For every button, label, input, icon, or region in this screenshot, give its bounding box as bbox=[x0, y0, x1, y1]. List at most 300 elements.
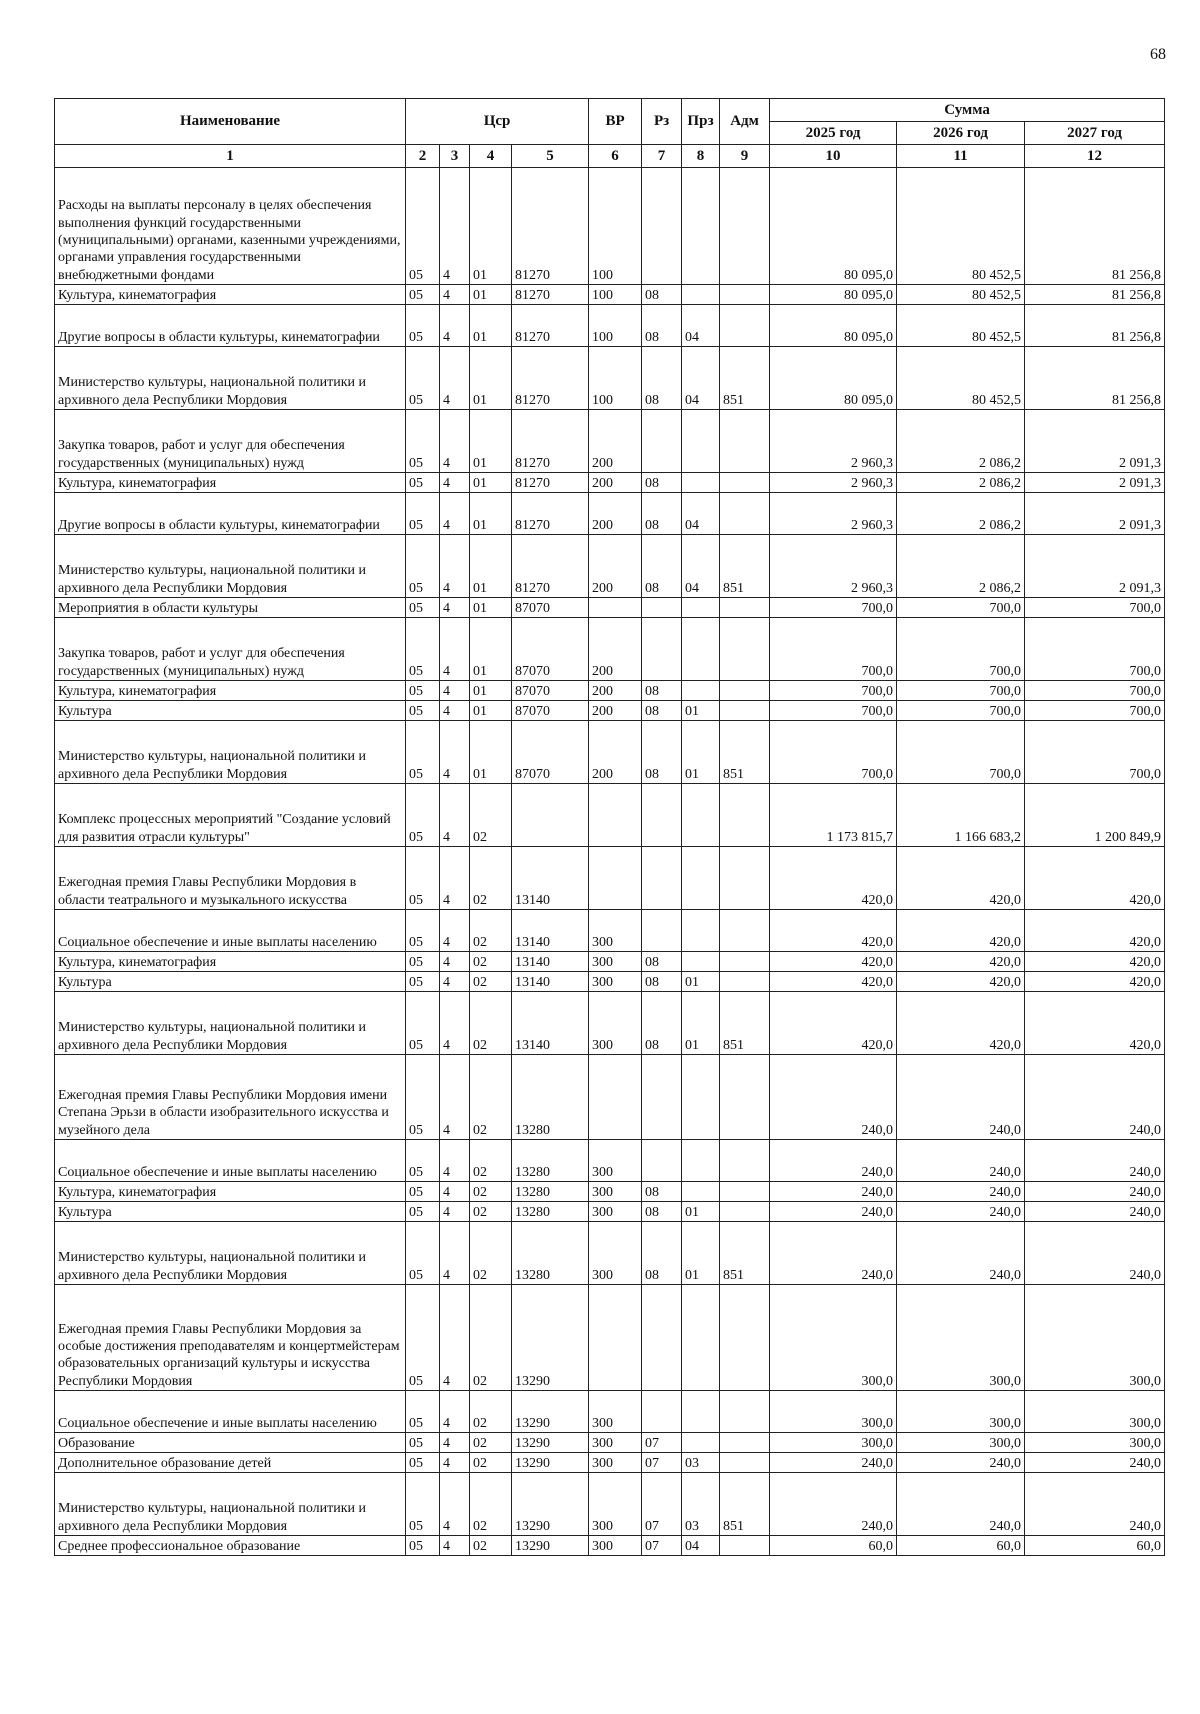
code-rz bbox=[642, 1140, 682, 1182]
code-c2: 05 bbox=[406, 493, 440, 535]
amount-2025: 420,0 bbox=[770, 992, 897, 1055]
amount-2026: 240,0 bbox=[897, 1140, 1025, 1182]
code-rz: 08 bbox=[642, 1202, 682, 1222]
code-prz bbox=[682, 952, 720, 972]
code-rz: 07 bbox=[642, 1536, 682, 1556]
code-adm bbox=[720, 952, 770, 972]
amount-2025: 420,0 bbox=[770, 910, 897, 952]
code-rz bbox=[642, 784, 682, 847]
amount-2025: 240,0 bbox=[770, 1055, 897, 1140]
code-prz bbox=[682, 410, 720, 473]
row-name: Культура, кинематография bbox=[55, 285, 406, 305]
column-number-row bbox=[55, 145, 1165, 168]
amount-2025: 240,0 bbox=[770, 1222, 897, 1285]
code-c3: 4 bbox=[440, 347, 470, 410]
amount-2025: 80 095,0 bbox=[770, 285, 897, 305]
amount-2027: 240,0 bbox=[1025, 1473, 1165, 1536]
row-name: Культура, кинематография bbox=[55, 1182, 406, 1202]
amount-2026: 420,0 bbox=[897, 952, 1025, 972]
col-number: 3 bbox=[440, 145, 470, 168]
code-c5: 13280 bbox=[512, 1055, 589, 1140]
header-adm: Адм bbox=[720, 99, 770, 145]
code-c2: 05 bbox=[406, 1285, 440, 1391]
code-vr: 200 bbox=[589, 618, 642, 681]
code-prz: 03 bbox=[682, 1473, 720, 1536]
amount-2026: 240,0 bbox=[897, 1473, 1025, 1536]
code-c2: 05 bbox=[406, 1473, 440, 1536]
code-c4: 02 bbox=[470, 1055, 512, 1140]
code-c2: 05 bbox=[406, 618, 440, 681]
code-c3: 4 bbox=[440, 305, 470, 347]
amount-2027: 300,0 bbox=[1025, 1391, 1165, 1433]
code-c4: 01 bbox=[470, 701, 512, 721]
code-c4: 02 bbox=[470, 1473, 512, 1536]
code-c5: 13280 bbox=[512, 1202, 589, 1222]
code-prz: 01 bbox=[682, 701, 720, 721]
code-c3: 4 bbox=[440, 1285, 470, 1391]
code-c5: 81270 bbox=[512, 493, 589, 535]
code-c4: 01 bbox=[470, 493, 512, 535]
code-vr: 200 bbox=[589, 721, 642, 784]
code-c4: 01 bbox=[470, 285, 512, 305]
code-rz: 08 bbox=[642, 681, 682, 701]
header-rz: Рз bbox=[642, 99, 682, 145]
table-body bbox=[55, 168, 1165, 1556]
code-c5: 13290 bbox=[512, 1473, 589, 1536]
code-c3: 4 bbox=[440, 992, 470, 1055]
amount-2027: 420,0 bbox=[1025, 910, 1165, 952]
amount-2025: 300,0 bbox=[770, 1433, 897, 1453]
code-rz: 08 bbox=[642, 952, 682, 972]
code-c4: 02 bbox=[470, 952, 512, 972]
code-rz: 08 bbox=[642, 972, 682, 992]
amount-2027: 420,0 bbox=[1025, 992, 1165, 1055]
code-adm: 851 bbox=[720, 347, 770, 410]
table-row bbox=[55, 598, 1165, 618]
code-c3: 4 bbox=[440, 410, 470, 473]
amount-2025: 80 095,0 bbox=[770, 347, 897, 410]
table-row bbox=[55, 910, 1165, 952]
code-rz: 08 bbox=[642, 1222, 682, 1285]
code-c2: 05 bbox=[406, 598, 440, 618]
amount-2026: 240,0 bbox=[897, 1202, 1025, 1222]
code-c3: 4 bbox=[440, 784, 470, 847]
table-row bbox=[55, 1140, 1165, 1182]
table-row bbox=[55, 1055, 1165, 1140]
table-row bbox=[55, 410, 1165, 473]
code-rz: 08 bbox=[642, 721, 682, 784]
code-c5: 81270 bbox=[512, 410, 589, 473]
table-row bbox=[55, 992, 1165, 1055]
code-c2: 05 bbox=[406, 1182, 440, 1202]
row-name: Социальное обеспечение и иные выплаты населению bbox=[55, 910, 406, 952]
code-rz bbox=[642, 168, 682, 285]
row-name: Культура bbox=[55, 701, 406, 721]
code-c5: 13290 bbox=[512, 1536, 589, 1556]
code-c4: 01 bbox=[470, 305, 512, 347]
code-c4: 02 bbox=[470, 1202, 512, 1222]
code-c5: 13280 bbox=[512, 1182, 589, 1202]
code-c3: 4 bbox=[440, 168, 470, 285]
row-name: Дополнительное образование детей bbox=[55, 1453, 406, 1473]
amount-2027: 700,0 bbox=[1025, 618, 1165, 681]
table-row bbox=[55, 952, 1165, 972]
table-row bbox=[55, 1473, 1165, 1536]
table-row bbox=[55, 847, 1165, 910]
code-adm bbox=[720, 972, 770, 992]
code-c2: 05 bbox=[406, 701, 440, 721]
code-adm: 851 bbox=[720, 992, 770, 1055]
amount-2026: 700,0 bbox=[897, 681, 1025, 701]
amount-2026: 1 166 683,2 bbox=[897, 784, 1025, 847]
amount-2026: 2 086,2 bbox=[897, 473, 1025, 493]
amount-2026: 420,0 bbox=[897, 992, 1025, 1055]
code-vr: 300 bbox=[589, 1473, 642, 1536]
code-prz: 01 bbox=[682, 1202, 720, 1222]
code-c2: 05 bbox=[406, 1140, 440, 1182]
code-c5: 81270 bbox=[512, 347, 589, 410]
amount-2026: 300,0 bbox=[897, 1391, 1025, 1433]
amount-2027: 81 256,8 bbox=[1025, 168, 1165, 285]
table-row bbox=[55, 681, 1165, 701]
amount-2026: 80 452,5 bbox=[897, 168, 1025, 285]
code-prz bbox=[682, 847, 720, 910]
code-vr bbox=[589, 847, 642, 910]
code-rz: 08 bbox=[642, 347, 682, 410]
amount-2027: 81 256,8 bbox=[1025, 305, 1165, 347]
code-prz bbox=[682, 1140, 720, 1182]
amount-2025: 300,0 bbox=[770, 1391, 897, 1433]
row-name: Ежегодная премия Главы Республики Мордовия за особые достижения преподавателям и концертмейстерам образовательных организаций культуры и искусства Республики Мордовия bbox=[55, 1285, 406, 1391]
code-c5: 13140 bbox=[512, 910, 589, 952]
code-rz: 08 bbox=[642, 992, 682, 1055]
amount-2027: 300,0 bbox=[1025, 1285, 1165, 1391]
amount-2025: 80 095,0 bbox=[770, 305, 897, 347]
code-prz: 04 bbox=[682, 535, 720, 598]
code-rz: 08 bbox=[642, 1182, 682, 1202]
amount-2027: 81 256,8 bbox=[1025, 347, 1165, 410]
row-name: Министерство культуры, национальной политики и архивного дела Республики Мордовия bbox=[55, 535, 406, 598]
code-rz: 07 bbox=[642, 1473, 682, 1536]
code-adm bbox=[720, 168, 770, 285]
col-number: 7 bbox=[642, 145, 682, 168]
code-c3: 4 bbox=[440, 1140, 470, 1182]
code-adm bbox=[720, 1182, 770, 1202]
code-c5: 81270 bbox=[512, 285, 589, 305]
amount-2027: 240,0 bbox=[1025, 1202, 1165, 1222]
code-c2: 05 bbox=[406, 410, 440, 473]
code-c4: 02 bbox=[470, 910, 512, 952]
code-prz bbox=[682, 598, 720, 618]
amount-2026: 420,0 bbox=[897, 910, 1025, 952]
amount-2026: 2 086,2 bbox=[897, 410, 1025, 473]
code-rz bbox=[642, 1285, 682, 1391]
row-name: Министерство культуры, национальной политики и архивного дела Республики Мордовия bbox=[55, 347, 406, 410]
header-year-2027: 2027 год bbox=[1025, 122, 1165, 145]
code-c3: 4 bbox=[440, 1536, 470, 1556]
code-adm bbox=[720, 847, 770, 910]
col-number: 4 bbox=[470, 145, 512, 168]
code-rz: 08 bbox=[642, 285, 682, 305]
row-name: Культура bbox=[55, 972, 406, 992]
code-c2: 05 bbox=[406, 1222, 440, 1285]
col-number: 9 bbox=[720, 145, 770, 168]
amount-2025: 2 960,3 bbox=[770, 473, 897, 493]
amount-2026: 700,0 bbox=[897, 618, 1025, 681]
row-name: Закупка товаров, работ и услуг для обеспечения государственных (муниципальных) нужд bbox=[55, 410, 406, 473]
code-c4: 02 bbox=[470, 784, 512, 847]
amount-2027: 60,0 bbox=[1025, 1536, 1165, 1556]
code-c2: 05 bbox=[406, 1433, 440, 1453]
table-row bbox=[55, 1285, 1165, 1391]
amount-2025: 240,0 bbox=[770, 1473, 897, 1536]
code-adm bbox=[720, 473, 770, 493]
code-adm: 851 bbox=[720, 1222, 770, 1285]
code-adm bbox=[720, 493, 770, 535]
code-c3: 4 bbox=[440, 493, 470, 535]
code-rz: 07 bbox=[642, 1433, 682, 1453]
code-vr: 300 bbox=[589, 1202, 642, 1222]
table-row bbox=[55, 535, 1165, 598]
table-row bbox=[55, 721, 1165, 784]
code-c4: 01 bbox=[470, 618, 512, 681]
code-c2: 05 bbox=[406, 972, 440, 992]
code-c5: 81270 bbox=[512, 473, 589, 493]
code-c5: 87070 bbox=[512, 721, 589, 784]
code-prz bbox=[682, 1182, 720, 1202]
code-adm bbox=[720, 285, 770, 305]
code-prz bbox=[682, 1055, 720, 1140]
amount-2027: 2 091,3 bbox=[1025, 535, 1165, 598]
code-rz bbox=[642, 618, 682, 681]
code-c5: 87070 bbox=[512, 598, 589, 618]
code-vr: 100 bbox=[589, 168, 642, 285]
code-c3: 4 bbox=[440, 681, 470, 701]
amount-2025: 2 960,3 bbox=[770, 410, 897, 473]
table-row bbox=[55, 1433, 1165, 1453]
amount-2026: 240,0 bbox=[897, 1453, 1025, 1473]
code-prz: 04 bbox=[682, 1536, 720, 1556]
row-name: Ежегодная премия Главы Республики Мордовия в области театрального и музыкального искусства bbox=[55, 847, 406, 910]
amount-2025: 420,0 bbox=[770, 972, 897, 992]
table-row bbox=[55, 784, 1165, 847]
row-name: Расходы на выплаты персоналу в целях обеспечения выполнения функций государственными (муниципальными) органами, казенными учреждениями, органами управления государственными внебюджетными фондами bbox=[55, 168, 406, 285]
code-vr bbox=[589, 598, 642, 618]
code-c5: 13290 bbox=[512, 1285, 589, 1391]
code-c5 bbox=[512, 784, 589, 847]
amount-2025: 240,0 bbox=[770, 1182, 897, 1202]
amount-2027: 700,0 bbox=[1025, 681, 1165, 701]
code-c4: 02 bbox=[470, 1453, 512, 1473]
code-c2: 05 bbox=[406, 992, 440, 1055]
code-c3: 4 bbox=[440, 598, 470, 618]
code-prz bbox=[682, 1391, 720, 1433]
amount-2027: 700,0 bbox=[1025, 701, 1165, 721]
code-c5: 13140 bbox=[512, 992, 589, 1055]
header-year-2026: 2026 год bbox=[897, 122, 1025, 145]
code-vr: 300 bbox=[589, 952, 642, 972]
header-sum: Сумма bbox=[770, 99, 1165, 122]
code-vr bbox=[589, 784, 642, 847]
code-adm bbox=[720, 598, 770, 618]
code-c3: 4 bbox=[440, 847, 470, 910]
code-prz bbox=[682, 473, 720, 493]
table-row bbox=[55, 473, 1165, 493]
code-rz: 08 bbox=[642, 493, 682, 535]
code-c5: 13280 bbox=[512, 1222, 589, 1285]
row-name: Образование bbox=[55, 1433, 406, 1453]
amount-2025: 240,0 bbox=[770, 1202, 897, 1222]
col-number: 2 bbox=[406, 145, 440, 168]
code-vr bbox=[589, 1055, 642, 1140]
code-c3: 4 bbox=[440, 952, 470, 972]
code-c2: 05 bbox=[406, 910, 440, 952]
code-c5: 13290 bbox=[512, 1391, 589, 1433]
code-c3: 4 bbox=[440, 285, 470, 305]
code-vr: 100 bbox=[589, 305, 642, 347]
code-vr: 300 bbox=[589, 1391, 642, 1433]
code-rz bbox=[642, 910, 682, 952]
code-c5: 13290 bbox=[512, 1453, 589, 1473]
row-name: Культура bbox=[55, 1202, 406, 1222]
row-name: Культура, кинематография bbox=[55, 952, 406, 972]
code-vr: 300 bbox=[589, 1222, 642, 1285]
amount-2025: 420,0 bbox=[770, 952, 897, 972]
table-row bbox=[55, 618, 1165, 681]
code-adm bbox=[720, 681, 770, 701]
code-rz bbox=[642, 1391, 682, 1433]
amount-2026: 80 452,5 bbox=[897, 285, 1025, 305]
amount-2025: 700,0 bbox=[770, 618, 897, 681]
table-row bbox=[55, 285, 1165, 305]
code-rz: 08 bbox=[642, 305, 682, 347]
code-c3: 4 bbox=[440, 1202, 470, 1222]
code-vr: 300 bbox=[589, 910, 642, 952]
code-c2: 05 bbox=[406, 1202, 440, 1222]
code-c2: 05 bbox=[406, 1536, 440, 1556]
code-adm bbox=[720, 1391, 770, 1433]
amount-2027: 240,0 bbox=[1025, 1222, 1165, 1285]
code-c5: 81270 bbox=[512, 168, 589, 285]
table-row bbox=[55, 1453, 1165, 1473]
code-c4: 01 bbox=[470, 410, 512, 473]
amount-2025: 80 095,0 bbox=[770, 168, 897, 285]
code-c2: 05 bbox=[406, 473, 440, 493]
code-vr: 300 bbox=[589, 1536, 642, 1556]
col-number: 11 bbox=[897, 145, 1025, 168]
amount-2027: 2 091,3 bbox=[1025, 473, 1165, 493]
code-vr: 100 bbox=[589, 347, 642, 410]
code-c2: 05 bbox=[406, 305, 440, 347]
code-vr: 200 bbox=[589, 681, 642, 701]
amount-2026: 60,0 bbox=[897, 1536, 1025, 1556]
table-row bbox=[55, 347, 1165, 410]
code-adm bbox=[720, 1285, 770, 1391]
col-number: 5 bbox=[512, 145, 589, 168]
code-c4: 02 bbox=[470, 1391, 512, 1433]
code-rz: 08 bbox=[642, 473, 682, 493]
code-prz bbox=[682, 910, 720, 952]
code-adm bbox=[720, 1055, 770, 1140]
amount-2025: 700,0 bbox=[770, 681, 897, 701]
code-c4: 01 bbox=[470, 598, 512, 618]
row-name: Министерство культуры, национальной политики и архивного дела Республики Мордовия bbox=[55, 721, 406, 784]
table-row bbox=[55, 1391, 1165, 1433]
amount-2026: 300,0 bbox=[897, 1433, 1025, 1453]
code-c4: 02 bbox=[470, 1433, 512, 1453]
amount-2026: 420,0 bbox=[897, 847, 1025, 910]
code-c4: 01 bbox=[470, 535, 512, 598]
code-c2: 05 bbox=[406, 681, 440, 701]
code-vr: 200 bbox=[589, 701, 642, 721]
amount-2025: 2 960,3 bbox=[770, 493, 897, 535]
amount-2026: 80 452,5 bbox=[897, 305, 1025, 347]
code-prz bbox=[682, 1433, 720, 1453]
code-prz bbox=[682, 784, 720, 847]
code-c3: 4 bbox=[440, 618, 470, 681]
code-c3: 4 bbox=[440, 535, 470, 598]
code-vr: 200 bbox=[589, 535, 642, 598]
code-adm: 851 bbox=[720, 535, 770, 598]
code-c4: 02 bbox=[470, 972, 512, 992]
code-c3: 4 bbox=[440, 910, 470, 952]
amount-2027: 420,0 bbox=[1025, 952, 1165, 972]
amount-2025: 700,0 bbox=[770, 701, 897, 721]
code-c3: 4 bbox=[440, 473, 470, 493]
table-row bbox=[55, 701, 1165, 721]
amount-2025: 60,0 bbox=[770, 1536, 897, 1556]
code-rz bbox=[642, 598, 682, 618]
table-row bbox=[55, 305, 1165, 347]
amount-2025: 300,0 bbox=[770, 1285, 897, 1391]
row-name: Социальное обеспечение и иные выплаты населению bbox=[55, 1391, 406, 1433]
code-vr: 300 bbox=[589, 992, 642, 1055]
amount-2026: 700,0 bbox=[897, 598, 1025, 618]
code-prz: 01 bbox=[682, 992, 720, 1055]
header-csr: Цср bbox=[406, 99, 589, 145]
code-vr: 200 bbox=[589, 410, 642, 473]
budget-table bbox=[54, 98, 1165, 1556]
amount-2027: 240,0 bbox=[1025, 1453, 1165, 1473]
amount-2025: 700,0 bbox=[770, 598, 897, 618]
row-name: Культура, кинематография bbox=[55, 473, 406, 493]
amount-2027: 700,0 bbox=[1025, 721, 1165, 784]
code-c5: 13140 bbox=[512, 847, 589, 910]
amount-2026: 300,0 bbox=[897, 1285, 1025, 1391]
amount-2026: 240,0 bbox=[897, 1222, 1025, 1285]
col-number: 12 bbox=[1025, 145, 1165, 168]
code-vr: 300 bbox=[589, 972, 642, 992]
code-prz: 01 bbox=[682, 972, 720, 992]
code-prz: 03 bbox=[682, 1453, 720, 1473]
table-row bbox=[55, 972, 1165, 992]
row-name: Закупка товаров, работ и услуг для обеспечения государственных (муниципальных) нужд bbox=[55, 618, 406, 681]
code-adm bbox=[720, 305, 770, 347]
code-prz bbox=[682, 1285, 720, 1391]
code-adm bbox=[720, 410, 770, 473]
amount-2027: 81 256,8 bbox=[1025, 285, 1165, 305]
code-prz bbox=[682, 168, 720, 285]
header-prz: Прз bbox=[682, 99, 720, 145]
amount-2026: 2 086,2 bbox=[897, 535, 1025, 598]
amount-2026: 240,0 bbox=[897, 1182, 1025, 1202]
page-number: 68 bbox=[1150, 46, 1166, 63]
row-name: Среднее профессиональное образование bbox=[55, 1536, 406, 1556]
code-adm bbox=[720, 1536, 770, 1556]
amount-2027: 2 091,3 bbox=[1025, 493, 1165, 535]
code-c2: 05 bbox=[406, 1391, 440, 1433]
row-name: Комплекс процессных мероприятий "Создание условий для развития отрасли культуры" bbox=[55, 784, 406, 847]
